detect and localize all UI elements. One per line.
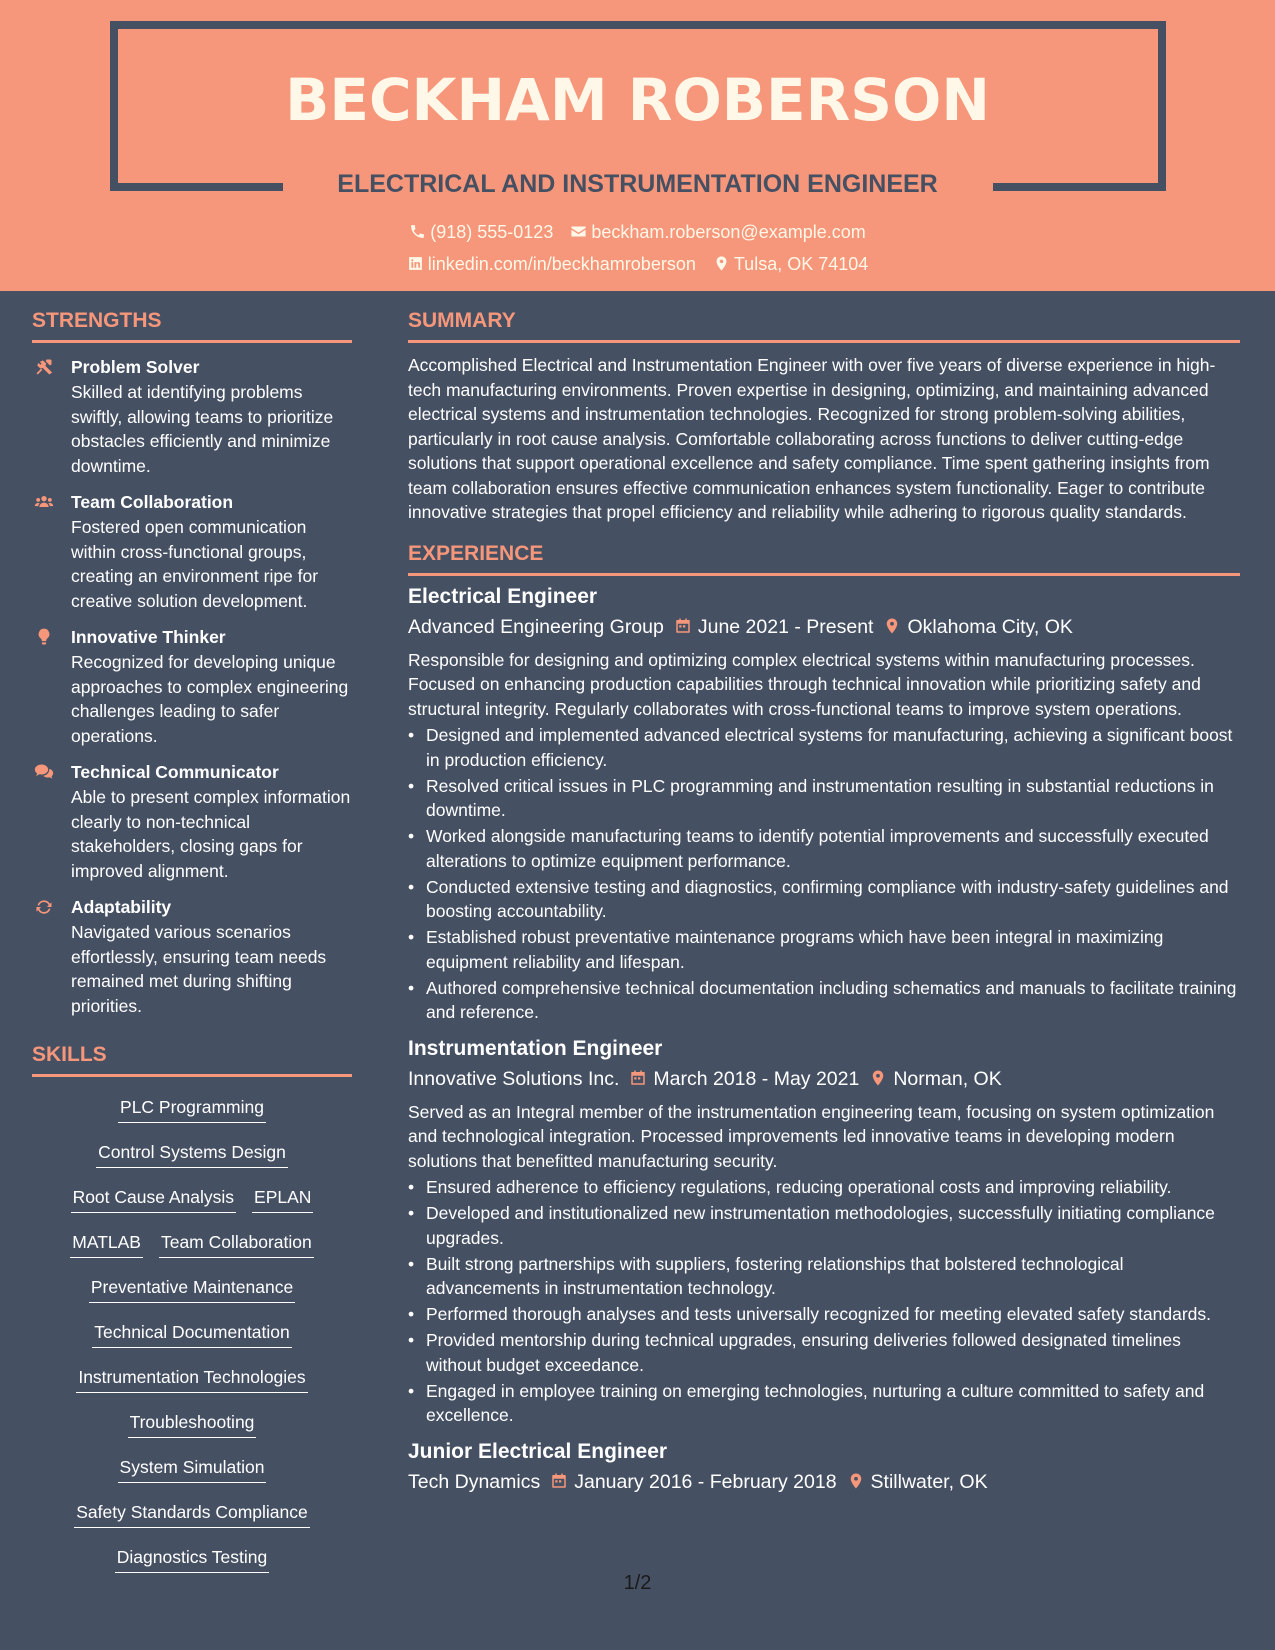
job-meta [408,1467,1240,1497]
users-icon [34,492,54,512]
skills-heading: SKILLS [32,1043,107,1066]
company-name: Tech Dynamics [408,1470,541,1493]
skill-row [32,1314,352,1359]
skill-row [32,1179,352,1224]
job-meta [408,612,1240,642]
skill-tag: Team Collaboration [159,1230,314,1258]
job-position: Electrical Engineer [408,584,598,608]
job-position: Instrumentation Engineer [408,1036,663,1060]
skill-tag: EPLAN [252,1185,313,1213]
achievement-item: • Worked alongside manufacturing teams to identify potential improvements and successfully executed alterations to optimize equipment performance. [408,824,1240,873]
skill-row [32,1089,352,1134]
skill-tag: Troubleshooting [128,1410,257,1438]
job-location: Oklahoma City, OK [907,615,1073,638]
calendar-icon [629,1069,647,1087]
skill-row [32,1359,352,1404]
sync-icon [34,897,54,917]
summary-text: Accomplished Electrical and Instrumentation Engineer with over five years of diverse experience in high-tech manufacturing environments. Proven expertise in designing, optimizing, and maintaining advanced electrical systems and instrumentation technologies. Recognized for strong problem-solving abilities, particularly in root cause analysis. Comfortable collaborating across functions to deliver cutting-edge solutions that support operational excellence and safety compliance. Time spent gathering insights from team collaboration ensures effective communication enhances system functionality. Eager to contribute innovative strategies that propel efficiency and reliability while adhering to rigorous quality standards. [408,355,1216,522]
phone-icon [409,223,426,240]
achievement-item: • Ensured adherence to efficiency regulations, reducing operational costs and improving reliability. [408,1175,1240,1200]
phone-text: (918) 555-0123 [430,222,554,242]
achievement-item: • Performed thorough analyses and tests universally recognized for meeting elevated safety standards. [408,1302,1240,1327]
job-position: Junior Electrical Engineer [408,1439,668,1463]
job-description: Responsible for designing and optimizing complex electrical systems within manufacturing processes. Focused on enhancing production capabilities through technical innovation while prioritizing safety and structural integrity. Regularly collaborates with cross-functional teams to improve system operations. [408,649,1201,719]
map-marker-icon [713,255,730,272]
achievement-item: • Provided mentorship during technical upgrades, ensuring deliveries followed designated timelines without budget exceedance. [408,1328,1240,1377]
skill-row [32,1269,352,1314]
job-dates: June 2021 - Present [697,615,874,638]
email-text: beckham.roberson@example.com [591,222,866,242]
skill-tag: MATLAB [70,1230,143,1258]
strengths-heading: STRENGTHS [32,309,162,332]
skill-tag: System Simulation [118,1455,267,1483]
strength-desc: Skilled at identifying problems swiftly, allowing teams to prioritize obstacles efficiently and minimize downtime. [71,382,334,476]
skill-tag: Safety Standards Compliance [74,1500,310,1528]
skill-tag: Technical Documentation [92,1320,292,1348]
linkedin-contact[interactable] [407,251,696,277]
strength-item [32,490,352,613]
summary-heading: SUMMARY [408,309,516,332]
skill-row [32,1404,352,1449]
strengths-rule [32,340,352,343]
map-marker-icon [847,1472,865,1490]
contact-row-2 [0,251,1275,277]
skill-row [32,1539,352,1584]
skills-list [32,1089,352,1584]
strength-desc: Able to present complex information clearly to non-technical stakeholders, closing gaps for improved alignment. [71,787,351,881]
location-contact [713,251,868,277]
skill-row [32,1449,352,1494]
job-dates: January 2016 - February 2018 [574,1470,837,1493]
achievement-item: • Developed and institutionalized new instrumentation methodologies, successfully initiating compliance upgrades. [408,1201,1240,1250]
calendar-icon [674,617,692,635]
linkedin-icon [407,255,424,272]
achievement-item: • Established robust preventative maintenance programs which have been integral in maximizing equipment reliability and lifespan. [408,925,1240,974]
calendar-icon [550,1472,568,1490]
achievement-item: • Designed and implemented advanced electrical systems for manufacturing, achieving a significant boost in production efficiency. [408,723,1240,772]
strength-item [32,355,352,478]
achievement-item: • Built strong partnerships with suppliers, fostering relationships that bolstered technological advancements in instrumentation technology. [408,1252,1240,1301]
strength-desc: Navigated various scenarios effortlessly, ensuring team needs remained met during shifting priorities. [71,922,327,1016]
strength-title: Problem Solver [71,357,200,377]
skill-tag: Preventative Maintenance [89,1275,295,1303]
experience-rule [408,573,1240,576]
strength-title: Innovative Thinker [71,627,226,647]
experience-heading: EXPERIENCE [408,541,544,565]
strength-title: Team Collaboration [71,492,234,512]
strength-title: Technical Communicator [71,762,279,782]
candidate-name: BECKHAM ROBERSON [285,66,990,134]
company-name: Innovative Solutions Inc. [408,1067,620,1090]
strength-title: Adaptability [71,897,172,917]
job-achievements [408,1175,1240,1428]
location-text: Tulsa, OK 74104 [733,254,869,274]
experience-entry [408,582,1240,1025]
experience-entry [408,1437,1240,1497]
strength-desc: Recognized for developing unique approaches to complex engineering challenges leading to safer operations. [71,652,349,746]
page-number: 1/2 [623,1572,652,1594]
job-meta [408,1064,1240,1094]
experience-entry [408,1034,1240,1428]
company-name: Advanced Engineering Group [408,615,664,638]
envelope-icon [570,223,587,240]
achievement-item: • Conducted extensive testing and diagnostics, confirming compliance with industry-safety guidelines and boosting accountability. [408,875,1240,924]
strength-item [32,760,352,883]
job-title: ELECTRICAL AND INSTRUMENTATION ENGINEER [337,170,938,198]
strength-item [32,895,352,1018]
strength-desc: Fostered open communication within cross-functional groups, creating an environment ripe for creative solution development. [71,517,319,611]
skill-row [32,1494,352,1539]
tools-icon [34,357,54,377]
skill-row [32,1134,352,1179]
skill-tag: Instrumentation Technologies [76,1365,307,1393]
skills-rule [32,1074,352,1077]
map-marker-icon [869,1069,887,1087]
job-achievements [408,723,1240,1025]
map-marker-icon [883,617,901,635]
job-description: Served as an Integral member of the instrumentation engineering team, focusing on system optimization and technological integration. Processed improvements led innovative teams in developing modern solutions that benefitted manufacturing security. [408,1101,1215,1171]
skill-tag: Control Systems Design [96,1140,288,1168]
lightbulb-icon [34,627,54,647]
header-banner [0,0,1275,291]
skill-tag: PLC Programming [118,1095,266,1123]
strength-item [32,625,352,748]
comments-icon [34,762,54,782]
right-column [408,306,1240,1497]
achievement-item: • Authored comprehensive technical documentation including schematics and manuals to facilitate training and reference. [408,976,1240,1025]
phone-contact[interactable] [409,219,553,245]
skill-row [32,1224,352,1269]
contact-row-1 [0,219,1275,245]
achievement-item: • Engaged in employee training on emerging technologies, nurturing a culture committed to safety and excellence. [408,1379,1240,1428]
job-location: Norman, OK [893,1067,1002,1090]
email-contact[interactable] [570,219,865,245]
job-location: Stillwater, OK [870,1470,988,1493]
linkedin-text: linkedin.com/in/beckhamroberson [427,254,696,274]
skill-tag: Diagnostics Testing [115,1545,269,1573]
job-dates: March 2018 - May 2021 [653,1067,860,1090]
summary-rule [408,340,1240,343]
skill-tag: Root Cause Analysis [71,1185,236,1213]
achievement-item: • Resolved critical issues in PLC programming and instrumentation resulting in substantial reductions in downtime. [408,774,1240,823]
left-column [32,306,352,1584]
